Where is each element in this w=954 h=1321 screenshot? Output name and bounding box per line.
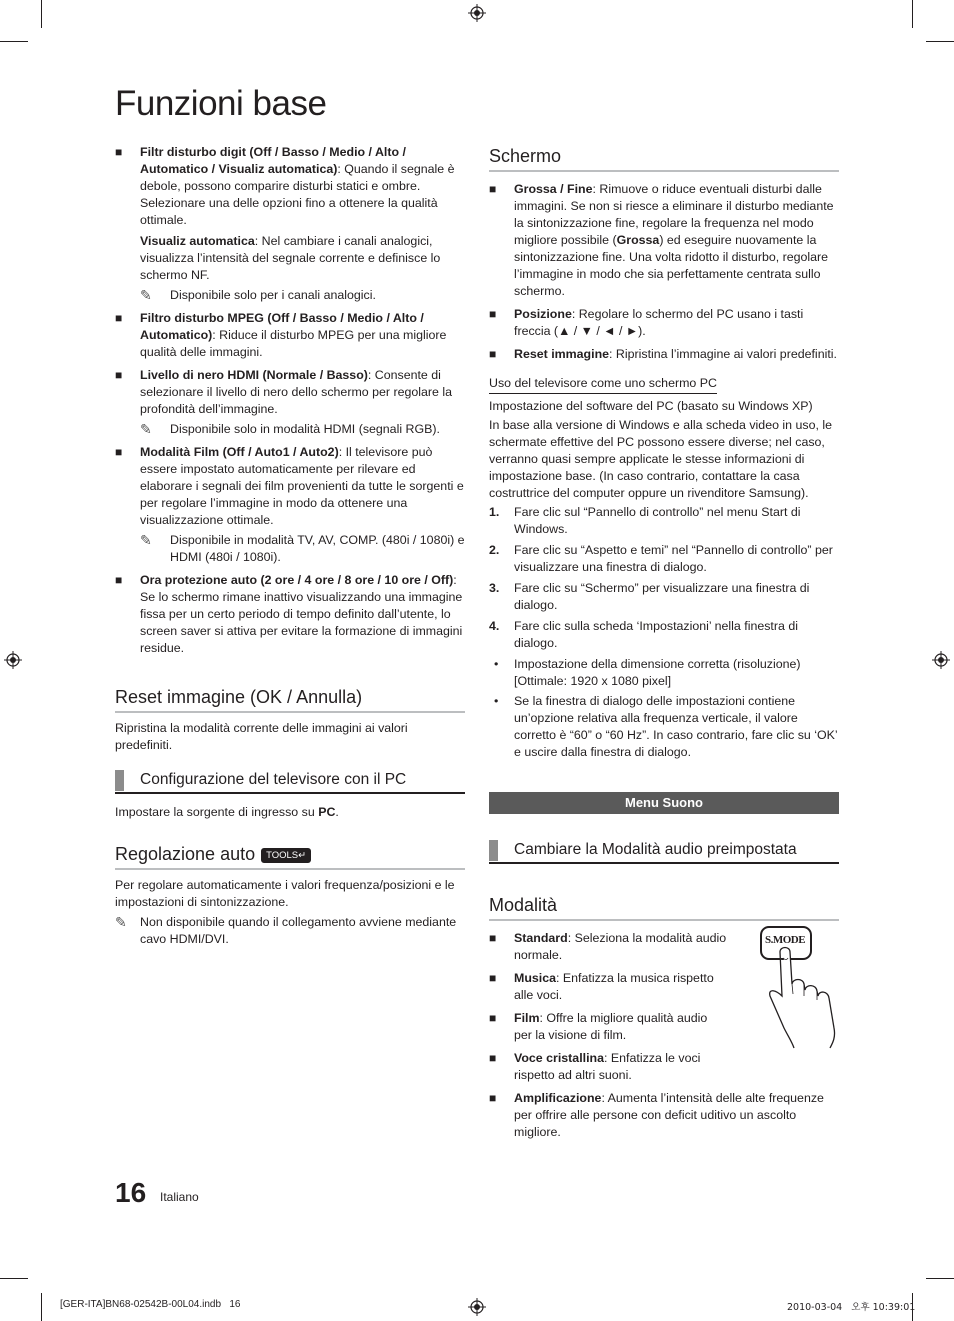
square-bullet-icon: ■ xyxy=(489,1011,497,1025)
square-bullet-icon: ■ xyxy=(489,1091,497,1105)
square-bullet-icon: ■ xyxy=(489,971,497,985)
subsection-heading: Cambiare la Modalità audio preimpostata xyxy=(489,840,839,864)
list-item: ■ Reset immagine: Ripristina l’immagine ai valori predefiniti. xyxy=(489,347,837,361)
dot-item: • Se la finestra di dialogo delle impostazioni contiene un’opzione relativa alla frequenza verticale, il valore corretto è “60” o “60 Hz”. In caso contrario, fare clic su ‘OK’ e uscire dalla finestra di dialogo. xyxy=(494,694,838,759)
auto-text: Per regolare automaticamente i valori frequenza/posizioni e le impostazioni di sintonizzazione. xyxy=(115,878,455,909)
list-item: ■ Amplificazione: Aumenta l’intensità delle alte frequenze per offrire alle persone con deficit uditivo un ascolto migliore. xyxy=(489,1091,824,1139)
section-heading: Schermo xyxy=(489,145,839,172)
square-bullet-icon: ■ xyxy=(115,573,123,587)
smode-illustration xyxy=(756,924,840,1050)
square-bullet-icon: ■ xyxy=(489,931,497,945)
note: ✎ Disponibile solo per i canali analogici. xyxy=(140,287,376,303)
tools-badge: TOOLS↵ xyxy=(261,848,311,863)
square-bullet-icon: ■ xyxy=(115,368,123,382)
crop-mark xyxy=(41,0,42,28)
audio-heading-block xyxy=(489,840,839,864)
crop-mark xyxy=(926,1278,954,1279)
smode-label: S.MODE xyxy=(764,934,806,946)
section-heading: Modalità xyxy=(489,894,839,921)
note: ✎ Disponibile in modalità TV, AV, COMP. (480i / 1080i) e HDMI (480i / 1080i). xyxy=(140,532,465,564)
page-title: Funzioni base xyxy=(115,84,327,123)
pc-intro-1: Impostazione del software del PC (basato su Windows XP) xyxy=(489,399,813,413)
square-bullet-icon: ■ xyxy=(115,445,123,459)
crop-mark xyxy=(912,0,913,28)
registration-mark-icon xyxy=(468,4,486,22)
section-heading: Regolazione auto TOOLS↵ xyxy=(115,843,465,870)
numbered-step: 3. Fare clic su “Schermo” per visualizzare una finestra di dialogo. xyxy=(489,581,810,612)
pencil-note-icon: ✎ xyxy=(140,532,152,548)
crop-mark xyxy=(926,41,954,42)
list-item: ■ Livello di nero HDMI (Normale / Basso): Consente di selezionare il livello di nero dello schermo per regolare la profondità dell’immagine. ✎ Disponibile solo in modalità HDMI (segnali RGB). xyxy=(115,367,465,438)
crop-mark xyxy=(0,1278,28,1279)
pc-heading: Uso del televisore come uno schermo PC xyxy=(489,375,717,394)
numbered-step: 2. Fare clic su “Aspetto e temi” nel “Pannello di controllo” per visualizzare una finestra di dialogo. xyxy=(489,543,833,574)
section-heading: Reset immagine (OK / Annulla) xyxy=(115,686,465,713)
crop-mark xyxy=(0,41,28,42)
crop-mark xyxy=(41,1293,42,1321)
list-item: ■ Filtr disturbo digit (Off / Basso / Medio / Alto / Automatico / Visualiz automatica): Quando il segnale è debole, possono comparire disturbi statici e ombre. Selezionare una delle opzioni fino a ottenere la qualità ottimale. xyxy=(115,145,455,227)
config-text: Impostare la sorgente di ingresso su PC. xyxy=(115,805,339,819)
menu-suono-bar: Menu Suono xyxy=(489,792,839,814)
list-item: ■ Filtro disturbo MPEG (Off / Basso / Medio / Alto / Automatico): Riduce il disturbo MPEG per una migliore qualità delle immagini. xyxy=(115,311,447,359)
numbered-step: 4. Fare clic sulla scheda ‘Impostazioni’ nella finestra di dialogo. xyxy=(489,619,798,650)
pencil-note-icon: ✎ xyxy=(140,287,152,303)
square-bullet-icon: ■ xyxy=(489,347,497,361)
footer-file: [GER-ITA]BN68-02542B-00L04.indb 16 xyxy=(60,1299,241,1310)
list-item: ■ Modalità Film (Off / Auto1 / Auto2): Il televisore può essere impostato automaticamente per rilevare ed elaborare i segnali dei film provenienti da tutte le sorgenti e per regolare l’immagine in modo da ottenere una visualizzazione ottimale. ✎ Disponibile in modalità TV, AV, COMP. (480i / 1080i) e HDMI (480i / 1080i). xyxy=(115,445,465,564)
registration-mark-icon xyxy=(468,1298,486,1316)
auto-section xyxy=(115,843,465,948)
reset-text: Ripristina la modalità corrente delle immagini ai valori predefiniti. xyxy=(115,721,408,752)
square-bullet-icon: ■ xyxy=(489,182,497,196)
pencil-note-icon: ✎ xyxy=(115,914,127,930)
finger-icon xyxy=(756,924,840,1050)
square-bullet-icon: ■ xyxy=(115,311,123,325)
left-column xyxy=(115,144,465,663)
note: ✎ Disponibile solo in modalità HDMI (segnali RGB). xyxy=(140,421,440,437)
page-number: 16 xyxy=(115,1177,147,1208)
pencil-note-icon: ✎ xyxy=(140,421,152,437)
heading-bar xyxy=(489,840,498,861)
note: ✎ Non disponibile quando il collegamento avviene mediante cavo HDMI/DVI. xyxy=(115,914,457,946)
square-bullet-icon: ■ xyxy=(489,1051,497,1065)
subsection-heading: Configurazione del televisore con il PC xyxy=(115,770,465,794)
list-item: ■ Musica: Enfatizza la musica rispetto alle voci. xyxy=(489,971,714,1002)
list-item: ■ Film: Offre la migliore qualità audio per la visione di film. xyxy=(489,1011,708,1042)
heading-bar xyxy=(115,770,124,791)
config-section xyxy=(115,770,465,821)
list-item: ■ Grossa / Fine: Rimuove o riduce eventuali disturbi dalle immagini. Se non si riesce a eliminare il disturbo mediante la sintonizzazione fine, regolare la frequenza nel modo migliore possibile (Grossa) ed eseguire nuovamente la sintonizzazione fine. Una volta ridotto il disturbo, regolare l’immagine in modo che sia perfettamente centrata sullo schermo. xyxy=(489,182,834,298)
registration-mark-icon xyxy=(4,651,22,669)
reset-section xyxy=(115,686,465,754)
list-item: ■ Posizione: Regolare lo schermo del PC usano i tasti freccia (▲ / ▼ / ◄ / ►). xyxy=(489,307,804,338)
list-item: ■ Ora protezione auto (2 ore / 4 ore / 8 ore / 10 ore / Off): Se lo schermo rimane inattivo visualizzando una immagine fissa per un certo periodo di tempo definito dall’utente, lo screen saver si attiva per evitare la formazione di immagini residue. xyxy=(115,573,463,655)
square-bullet-icon: ■ xyxy=(115,145,123,159)
numbered-step: 1. Fare clic sul “Pannello di controllo” nel menu Start di Windows. xyxy=(489,505,801,536)
right-column xyxy=(489,145,839,764)
pc-intro-2: In base alla versione di Windows e alla scheda video in uso, le schermate effettive del PC possono essere diverse; nel caso, verranno quasi sempre applicate le stesse informazioni di impostazione base. (In caso contrario, contattare la casa costruttrice del computer oppure un rivenditore Samsung). xyxy=(489,418,833,500)
dot-item: • Impostazione della dimensione corretta (risoluzione) [Ottimale: 1920 x 1080 pixel] xyxy=(494,657,801,688)
registration-mark-icon xyxy=(932,651,950,669)
footer-datetime: 2010-03-04 오후 10:39:01 xyxy=(787,1302,916,1313)
list-item: ■ Voce cristallina: Enfatizza le voci rispetto ad altri suoni. xyxy=(489,1051,701,1082)
square-bullet-icon: ■ xyxy=(489,307,497,321)
page-language: Italiano xyxy=(160,1190,199,1204)
list-item-sub: Visualiz automatica: Nel cambiare i canali analogici, visualizza l’intensità del segnale corrente e definisce lo schermo NF. ✎ Disponibile solo per i canali analogici. xyxy=(115,233,465,304)
tools-icon: ↵ xyxy=(298,849,307,861)
list-item: ■ Standard: Seleziona la modalità audio normale. xyxy=(489,931,727,962)
